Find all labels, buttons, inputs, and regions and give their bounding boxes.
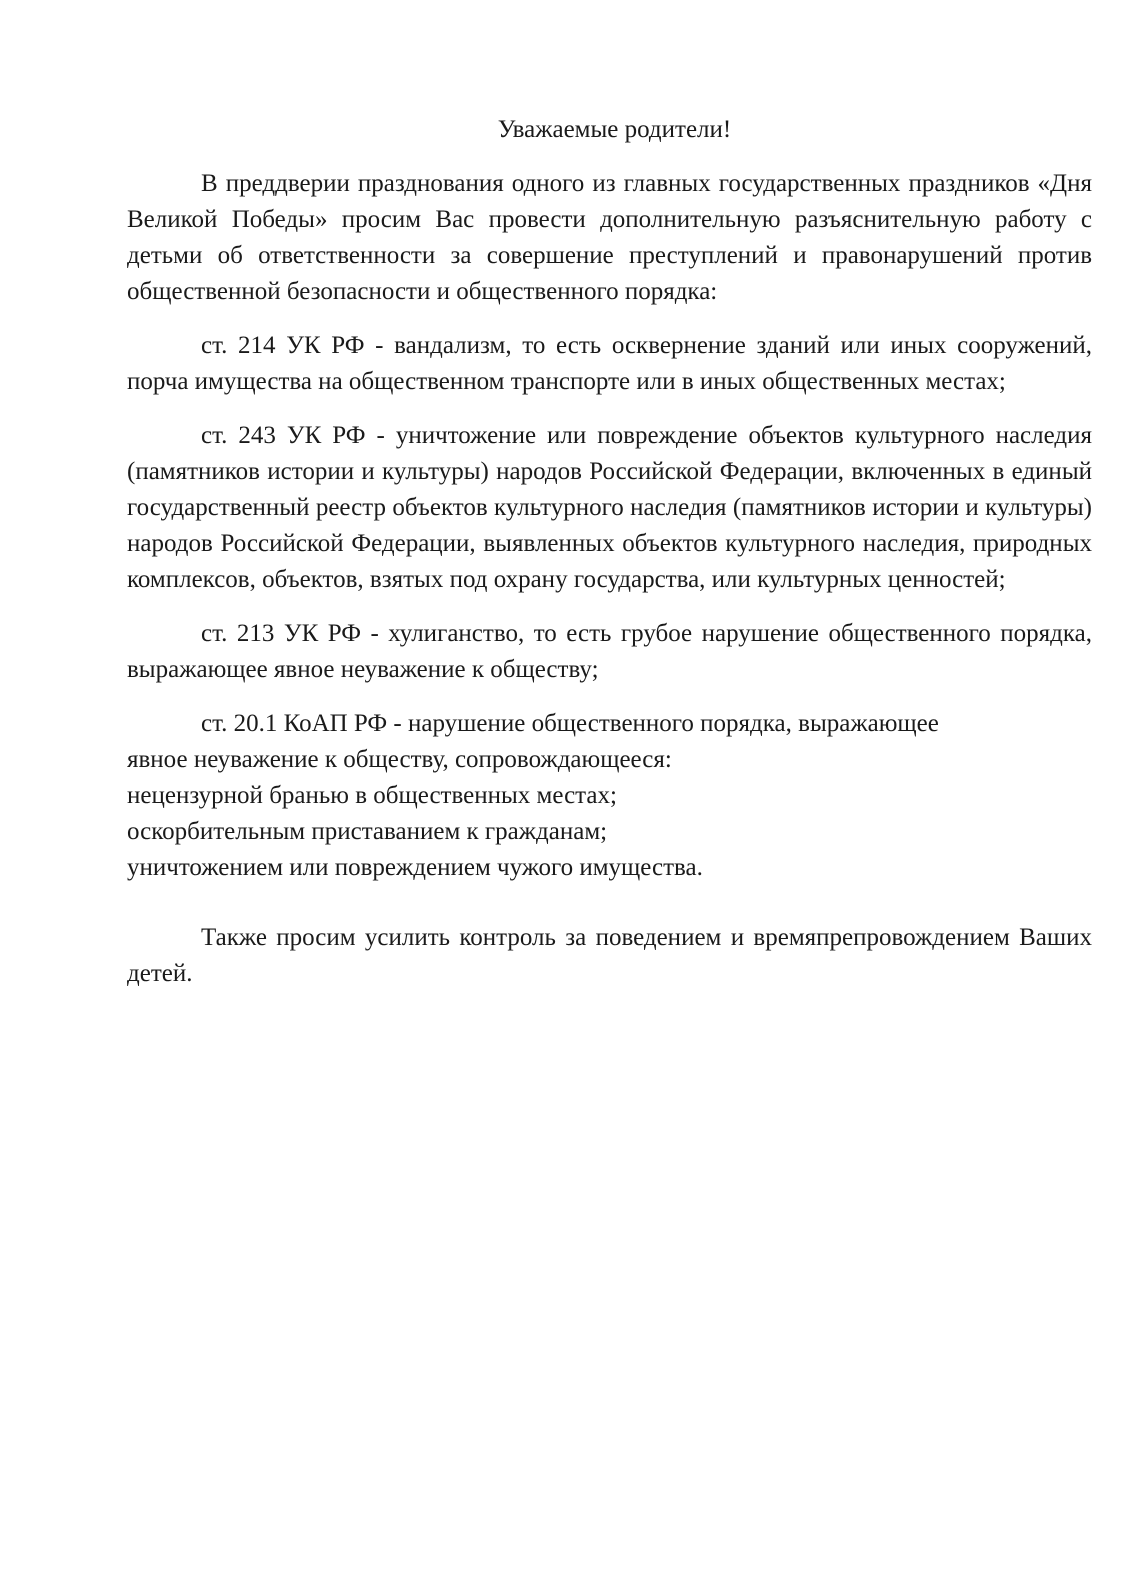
spacer [127, 886, 1092, 920]
article-20-1-line: оскорбительным приставанием к гражданам; [127, 818, 608, 845]
article-20-1-line: уничтожением или повреждением чужого имущества. [127, 854, 703, 881]
closing-paragraph: Также просим усилить контроль за поведением и времяпрепровождением Ваших детей. [127, 924, 1092, 987]
letter-greeting: Уважаемые родители! [497, 116, 732, 143]
article-213-paragraph: ст. 213 УК РФ - хулиганство, то есть грубое нарушение общественного порядка, выражающее явное неуважение к обществу; [127, 620, 1092, 683]
article-243-paragraph: ст. 243 УК РФ - уничтожение или повреждение объектов культурного наследия (памятников истории и культуры) народов Российской Федерации, включенных в единый государственный реестр объектов культурного наследия (памятников истории и культуры) народов Российской Федерации, выявленных объектов культурного наследия, природных комплексов, объектов, взятых под охрану государства, или культурных ценностей; [127, 422, 1092, 593]
letter-body [127, 112, 1092, 1010]
article-20-1-block [127, 706, 1092, 886]
article-20-1-line: нецензурной бранью в общественных местах; [127, 782, 617, 809]
intro-paragraph: В преддверии празднования одного из главных государственных праздников «Дня Великой Победы» просим Вас провести дополнительную разъяснительную работу с детьми об ответственности за совершение преступлений и правонарушений против общественной безопасности и общественного порядка: [127, 170, 1092, 305]
article-20-1-line: ст. 20.1 КоАП РФ - нарушение общественного порядка, выражающее [201, 710, 939, 737]
article-20-1-line: явное неуважение к обществу, сопровождающееся: [127, 746, 672, 773]
article-214-paragraph: ст. 214 УК РФ - вандализм, то есть осквернение зданий или иных сооружений, порча имущества на общественном транспорте или в иных общественных местах; [127, 332, 1092, 395]
